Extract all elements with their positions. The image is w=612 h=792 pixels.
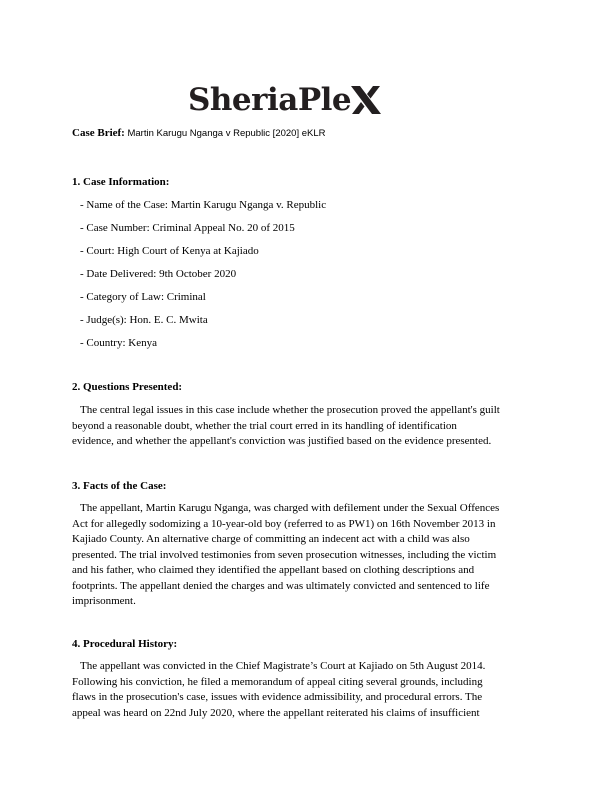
paragraph-line: The appellant, Martin Karugu Nganga, was charged with defilement under the Sexual Offences <box>80 502 500 514</box>
paragraph-line: Kajiado County. An alternative charge of committing an indecent act with a child was also <box>72 533 470 545</box>
section-heading-questions-presented: 2. Questions Presented: <box>72 381 183 393</box>
paragraph-line: imprisonment. <box>72 595 136 607</box>
paragraph-line: evidence, and whether the appellant's conviction was justified based on the evidence presented. <box>72 435 492 447</box>
case-info-judges: - Judge(s): Hon. E. C. Mwita <box>80 314 208 326</box>
facts-paragraph <box>72 501 544 610</box>
paragraph-line: beyond a reasonable doubt, whether the trial court erred in its handling of identification <box>72 419 457 432</box>
paragraph-line: and his father, who claimed they identified the appellant based on clothing descriptions and <box>72 564 475 576</box>
sheriaplex-logo <box>188 78 420 122</box>
paragraph-line: footprints. The appellant denied the charges and was ultimately convicted and sentenced to life <box>72 579 490 592</box>
case-brief <box>72 127 326 139</box>
paragraph-line: appeal was heard on 22nd July 2020, where the appellant reiterated his claims of insufficient <box>72 706 480 719</box>
case-brief-title: Martin Karugu Nganga v Republic [2020] eKLR <box>127 128 326 139</box>
case-info-category: - Category of Law: Criminal <box>80 291 206 303</box>
paragraph-line: The central legal issues in this case include whether the prosecution proved the appellant's guilt <box>80 404 500 416</box>
case-info-number: - Case Number: Criminal Appeal No. 20 of 2015 <box>80 222 295 234</box>
case-info-country: - Country: Kenya <box>80 337 157 349</box>
paragraph-line: presented. The trial involved testimonies from seven prosecution witnesses, including the victim <box>72 548 497 561</box>
case-brief-label: Case Brief: <box>72 127 125 139</box>
case-info-date: - Date Delivered: 9th October 2020 <box>80 268 237 280</box>
logo-text: SheriaPle <box>188 81 352 118</box>
paragraph-line: Following his conviction, he filed a memorandum of appeal citing several grounds, including <box>72 675 483 688</box>
section-heading-case-information: 1. Case Information: <box>72 176 170 188</box>
section-heading-procedural-history: 4. Procedural History: <box>72 638 178 650</box>
questions-presented-paragraph <box>72 403 544 450</box>
section-heading-facts: 3. Facts of the Case: <box>72 480 167 492</box>
paragraph-line: flaws in the prosecution's case, issues with evidence admissibility, and procedural errors. The <box>72 691 483 703</box>
paragraph-line: Act for allegedly sodomizing a 10-year-old boy (referred to as PW1) on 16th November 2013 in <box>72 517 496 530</box>
x-mark-icon <box>349 83 383 117</box>
case-info-name: - Name of the Case: Martin Karugu Nganga v. Republic <box>80 199 327 211</box>
procedural-history-paragraph <box>72 659 544 721</box>
case-info-court: - Court: High Court of Kenya at Kajiado <box>80 245 259 257</box>
paragraph-line: The appellant was convicted in the Chief Magistrate’s Court at Kajiado on 5th August 2014. <box>80 660 486 672</box>
